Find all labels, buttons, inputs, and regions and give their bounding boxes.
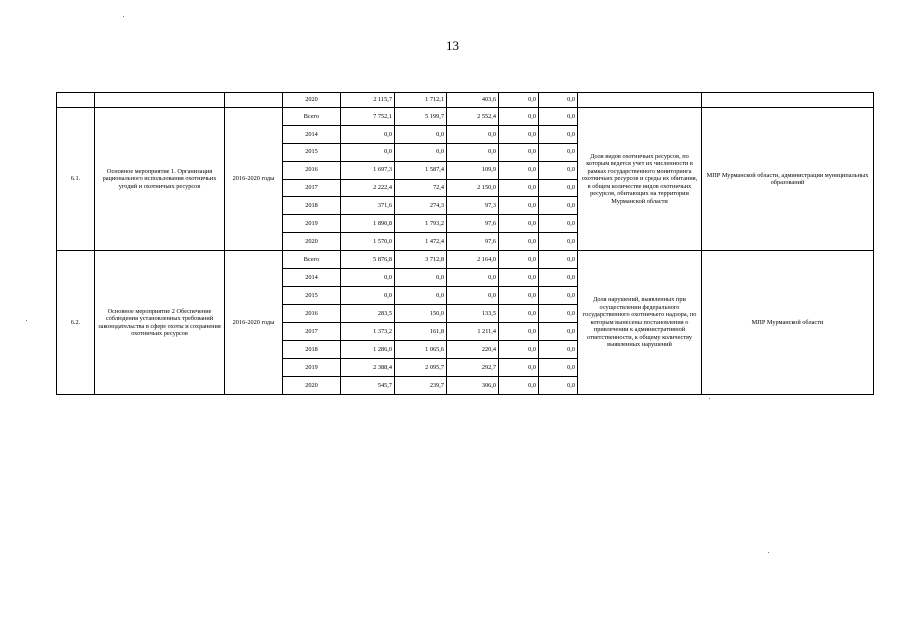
value-cell: 292,7 [447, 359, 499, 377]
table-row [57, 251, 874, 269]
value-cell: 371,6 [341, 197, 395, 215]
value-cell: 97,6 [447, 215, 499, 233]
value-cell: 0,0 [539, 233, 578, 251]
value-cell: 0,0 [341, 287, 395, 305]
value-cell: 545,7 [341, 377, 395, 395]
value-cell: 5 199,7 [395, 108, 447, 126]
table-row [57, 93, 874, 108]
value-cell: 239,7 [395, 377, 447, 395]
value-cell: 0,0 [395, 125, 447, 143]
value-cell: 3 712,8 [395, 251, 447, 269]
year-cell: 2020 [283, 93, 341, 108]
value-cell: 2 552,4 [447, 108, 499, 126]
value-cell: 0,0 [539, 341, 578, 359]
value-cell: 0,0 [499, 287, 539, 305]
value-cell: 0,0 [499, 125, 539, 143]
value-cell: 0,0 [539, 143, 578, 161]
value-cell: 0,0 [539, 287, 578, 305]
section-period: 2016-2020 годы [225, 108, 283, 251]
scan-speck [26, 320, 27, 321]
section-name: Основное мероприятие 2 Обеспечение соблюдения установленных требований законодательства в сфере охоты и сохранения охотничьих ресурсов [95, 251, 225, 395]
value-cell: 283,5 [341, 305, 395, 323]
year-cell: 2014 [283, 269, 341, 287]
value-cell: 0,0 [539, 161, 578, 179]
executor-cell [702, 93, 874, 108]
value-cell: 1 286,0 [341, 341, 395, 359]
scan-speck [709, 398, 710, 399]
scan-speck [768, 552, 769, 553]
table-row [57, 108, 874, 126]
section-period: 2016-2020 годы [225, 251, 283, 395]
value-cell: 0,0 [341, 269, 395, 287]
value-cell: 274,3 [395, 197, 447, 215]
year-cell: 2015 [283, 143, 341, 161]
value-cell: 0,0 [447, 125, 499, 143]
value-cell: 0,0 [539, 305, 578, 323]
name-cell [95, 93, 225, 108]
value-cell: 1 712,1 [395, 93, 447, 108]
indicator-cell [578, 93, 702, 108]
value-cell: 0,0 [539, 125, 578, 143]
value-cell: 0,0 [499, 215, 539, 233]
year-cell: 2017 [283, 323, 341, 341]
value-cell: 0,0 [539, 359, 578, 377]
year-cell: 2018 [283, 341, 341, 359]
value-cell: 0,0 [499, 377, 539, 395]
section-number: 6.2. [57, 251, 95, 395]
value-cell: 2 150,0 [447, 179, 499, 197]
year-cell: 2019 [283, 215, 341, 233]
value-cell: 133,5 [447, 305, 499, 323]
value-cell: 0,0 [539, 251, 578, 269]
year-cell: 2016 [283, 161, 341, 179]
year-cell: 2020 [283, 233, 341, 251]
value-cell: 0,0 [499, 305, 539, 323]
value-cell: 97,3 [447, 197, 499, 215]
value-cell: 0,0 [499, 323, 539, 341]
number-cell [57, 93, 95, 108]
value-cell: 0,0 [395, 143, 447, 161]
year-cell: Всего [283, 108, 341, 126]
value-cell: 0,0 [499, 341, 539, 359]
value-cell: 2 222,4 [341, 179, 395, 197]
value-cell: 0,0 [539, 197, 578, 215]
value-cell: 7 752,1 [341, 108, 395, 126]
value-cell: 150,0 [395, 305, 447, 323]
value-cell: 0,0 [499, 161, 539, 179]
value-cell: 403,6 [447, 93, 499, 108]
section-indicator: Доля видов охотничьих ресурсов, по которым ведется учет их численности в рамках государственного мониторинга охотничьих ресурсов и среды их обитания, в общем количестве видов охотничьих ресурсов, обитающих на территории Мурманской области [578, 108, 702, 251]
value-cell: 1 570,0 [341, 233, 395, 251]
value-cell: 0,0 [539, 269, 578, 287]
value-cell: 0,0 [539, 377, 578, 395]
value-cell: 0,0 [539, 323, 578, 341]
value-cell: 1 373,2 [341, 323, 395, 341]
value-cell: 0,0 [499, 233, 539, 251]
value-cell: 0,0 [499, 359, 539, 377]
value-cell: 0,0 [499, 108, 539, 126]
value-cell: 161,8 [395, 323, 447, 341]
value-cell: 0,0 [447, 287, 499, 305]
scan-speck [123, 16, 124, 17]
value-cell: 1 697,3 [341, 161, 395, 179]
value-cell: 109,9 [447, 161, 499, 179]
section-number: 6.1. [57, 108, 95, 251]
value-cell: 0,0 [539, 179, 578, 197]
program-table [56, 92, 874, 395]
value-cell: 0,0 [499, 179, 539, 197]
year-cell: 2020 [283, 377, 341, 395]
year-cell: 2018 [283, 197, 341, 215]
value-cell: 1 472,4 [395, 233, 447, 251]
value-cell: 0,0 [447, 143, 499, 161]
value-cell: 0,0 [539, 215, 578, 233]
value-cell: 2 095,7 [395, 359, 447, 377]
year-cell: 2016 [283, 305, 341, 323]
value-cell: 0,0 [539, 93, 578, 108]
value-cell: 97,6 [447, 233, 499, 251]
value-cell: 0,0 [395, 269, 447, 287]
period-cell [225, 93, 283, 108]
value-cell: 0,0 [499, 197, 539, 215]
value-cell: 0,0 [539, 108, 578, 126]
value-cell: 1 587,4 [395, 161, 447, 179]
section-name: Основное мероприятие 1. Организация рационального использования охотничьих угодий и охотничьих ресурсов [95, 108, 225, 251]
value-cell: 1 793,2 [395, 215, 447, 233]
year-cell: 2019 [283, 359, 341, 377]
value-cell: 0,0 [341, 125, 395, 143]
year-cell: 2014 [283, 125, 341, 143]
value-cell: 2 115,7 [341, 93, 395, 108]
value-cell: 1 065,6 [395, 341, 447, 359]
value-cell: 0,0 [499, 269, 539, 287]
value-cell: 0,0 [499, 93, 539, 108]
page-number: 13 [446, 38, 459, 53]
section-indicator: Доля нарушений, выявленных при осуществлении федерального государственного охотничьего надзора, по которым вынесены постановления о привлечении к административной ответственности, к общему количеству выявленных нарушений [578, 251, 702, 395]
value-cell: 306,0 [447, 377, 499, 395]
year-cell: Всего [283, 251, 341, 269]
value-cell: 2 388,4 [341, 359, 395, 377]
value-cell: 0,0 [499, 143, 539, 161]
value-cell: 72,4 [395, 179, 447, 197]
value-cell: 1 211,4 [447, 323, 499, 341]
value-cell: 5 876,8 [341, 251, 395, 269]
section-executor: МПР Мурманской области [702, 251, 874, 395]
section-executor: МПР Мурманской области, администрации муниципальных образований [702, 108, 874, 251]
value-cell: 1 890,8 [341, 215, 395, 233]
value-cell: 220,4 [447, 341, 499, 359]
value-cell: 0,0 [499, 251, 539, 269]
value-cell: 0,0 [447, 269, 499, 287]
value-cell: 2 164,0 [447, 251, 499, 269]
value-cell: 0,0 [341, 143, 395, 161]
value-cell: 0,0 [395, 287, 447, 305]
year-cell: 2017 [283, 179, 341, 197]
year-cell: 2015 [283, 287, 341, 305]
